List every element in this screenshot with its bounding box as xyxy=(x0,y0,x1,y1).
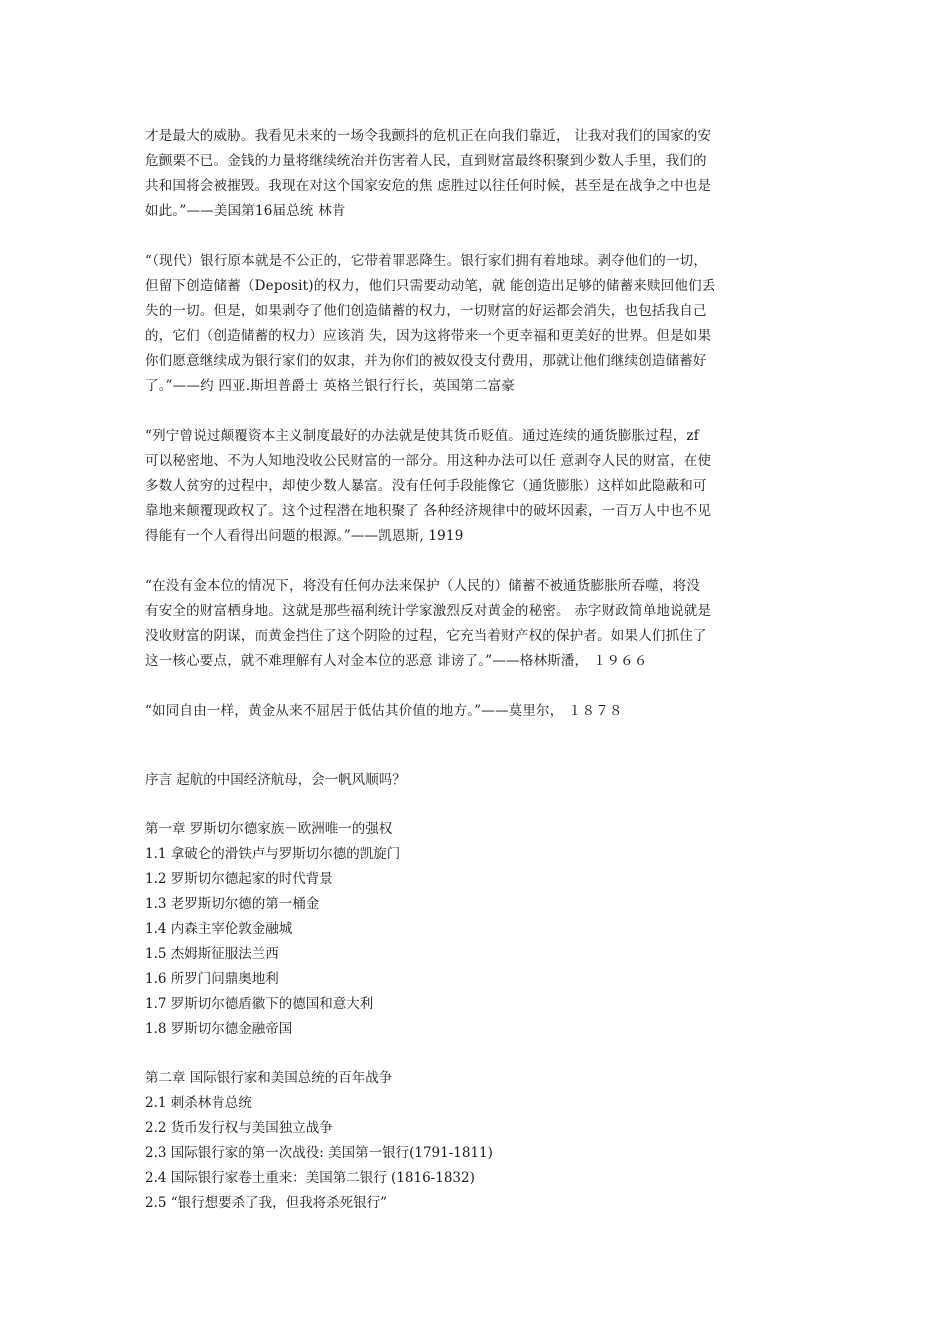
text-line: 这一核心要点，就不难理解有人对金本位的恶意 诽谤了。”——格林斯潘， １９６６ xyxy=(145,653,648,669)
toc-section[interactable]: 2.1 刺杀林肯总统 xyxy=(145,1095,252,1111)
toc-section[interactable]: 1.1 拿破仑的滑铁卢与罗斯切尔德的凯旋门 xyxy=(145,846,401,862)
toc-section[interactable]: 1.6 所罗门问鼎奥地利 xyxy=(145,971,279,987)
toc-section[interactable]: 1.7 罗斯切尔德盾徽下的德国和意大利 xyxy=(145,996,374,1012)
toc-section[interactable]: 2.4 国际银行家卷土重来：美国第二银行 (1816-1832) xyxy=(145,1170,475,1186)
text-line: 失的一切。但是，如果剥夺了他们创造储蓄的权力，一切财富的好运都会消失，也包括我自己 xyxy=(145,303,707,319)
quote-morrill xyxy=(145,699,810,724)
table-of-contents xyxy=(145,768,810,1216)
paragraph-gap xyxy=(145,549,810,574)
toc-preface[interactable]: 序言 起航的中国经济航母，会一帆风顺吗？ xyxy=(145,772,406,788)
toc-section[interactable]: 1.8 罗斯切尔德金融帝国 xyxy=(145,1021,293,1037)
text-line: 的，它们（创造储蓄的权力）应该消 失，因为这将带来一个更幸福和更美好的世界。但是如果 xyxy=(145,328,712,344)
toc-section[interactable]: 2.5 “银行想要杀了我，但我将杀死银行” xyxy=(145,1195,388,1211)
section-gap xyxy=(145,724,810,768)
text-line: 危颤栗不已。金钱的力量将继续统治并伤害着人民，直到财富最终积聚到少数人手里，我们的 xyxy=(145,153,707,169)
text-line: “如同自由一样，黄金从来不屈居于低估其价值的地方。”——莫里尔， １８７８ xyxy=(145,703,623,719)
text-line: 多数人贫穷的过程中，却使少数人暴富。没有任何手段能像它（通货膨胀）这样如此隐蔽和可 xyxy=(145,478,707,494)
paragraph-gap xyxy=(145,399,810,424)
text-line: 才是最大的威胁。我看见未来的一场令我颤抖的危机正在向我们靠近， 让我对我们的国家的安 xyxy=(145,128,712,144)
toc-section[interactable]: 2.3 国际银行家的第一次战役: 美国第一银行(1791-1811) xyxy=(145,1145,493,1161)
text-line: “在没有金本位的情况下，将没有任何办法来保护（人民的）储蓄不被通货膨胀所吞噬，将没 xyxy=(145,578,701,594)
quote-keynes xyxy=(145,424,810,549)
text-line: 但留下创造储蓄（Deposit)的权力，他们只需要动动笔，就 能创造出足够的储蓄来赎回他们丢 xyxy=(145,278,716,294)
toc-section[interactable]: 1.4 内森主宰伦敦金融城 xyxy=(145,921,293,937)
toc-section[interactable]: 1.2 罗斯切尔德起家的时代背景 xyxy=(145,871,333,887)
text-line: 靠地来颠覆现政权了。这个过程潜在地积聚了 各种经济规律中的破坏因素，一百万人中也不见 xyxy=(145,503,712,519)
text-line: 如此。”——美国第16届总统 林肯 xyxy=(145,203,346,219)
paragraph-gap xyxy=(145,793,810,817)
text-line: “列宁曾说过颠覆资本主义制度最好的办法就是使其货币贬值。通过连续的通货膨胀过程，zf xyxy=(145,428,699,444)
text-line: 你们愿意继续成为银行家们的奴隶，并为你们的被奴役支付费用，那就让他们继续创造储蓄好 xyxy=(145,353,707,369)
text-line: 没收财富的阴谋，而黄金挡住了这个阴险的过程，它充当着财产权的保护者。如果人们抓住了 xyxy=(145,628,707,644)
text-line: 有安全的财富栖身地。这就是那些福利统计学家激烈反对黄金的秘密。 赤字财政简单地说就是 xyxy=(145,603,712,619)
toc-chapter-1-title[interactable]: 第一章 罗斯切尔德家族－欧洲唯一的强权 xyxy=(145,821,393,837)
paragraph-gap xyxy=(145,1042,810,1066)
quote-stamp xyxy=(145,249,810,399)
text-line: 可以秘密地、不为人知地没收公民财富的一部分。用这种办法可以任 意剥夺人民的财富，在使 xyxy=(145,453,712,469)
toc-chapter-2-title[interactable]: 第二章 国际银行家和美国总统的百年战争 xyxy=(145,1070,393,1086)
text-line: “（现代）银行原本就是不公正的，它带着罪恶降生。银行家们拥有着地球。剥夺他们的一切， xyxy=(145,253,708,269)
text-line: 了。”——约 四亚.斯坦普爵士 英格兰银行行长，英国第二富豪 xyxy=(145,378,516,394)
document-page xyxy=(145,124,810,1216)
quote-lincoln xyxy=(145,124,810,224)
toc-section[interactable]: 1.5 杰姆斯征服法兰西 xyxy=(145,946,279,962)
toc-section[interactable]: 1.3 老罗斯切尔德的第一桶金 xyxy=(145,896,320,912)
toc-section[interactable]: 2.2 货币发行权与美国独立战争 xyxy=(145,1120,333,1136)
paragraph-gap xyxy=(145,674,810,699)
quote-greenspan xyxy=(145,574,810,674)
paragraph-gap xyxy=(145,224,810,249)
text-line: 共和国将会被摧毁。我现在对这个国家安危的焦 虑胜过以往任何时候，甚至是在战争之中也是 xyxy=(145,178,712,194)
text-line: 得能有一个人看得出问题的根源。”——凯恩斯, 1919 xyxy=(145,528,464,544)
